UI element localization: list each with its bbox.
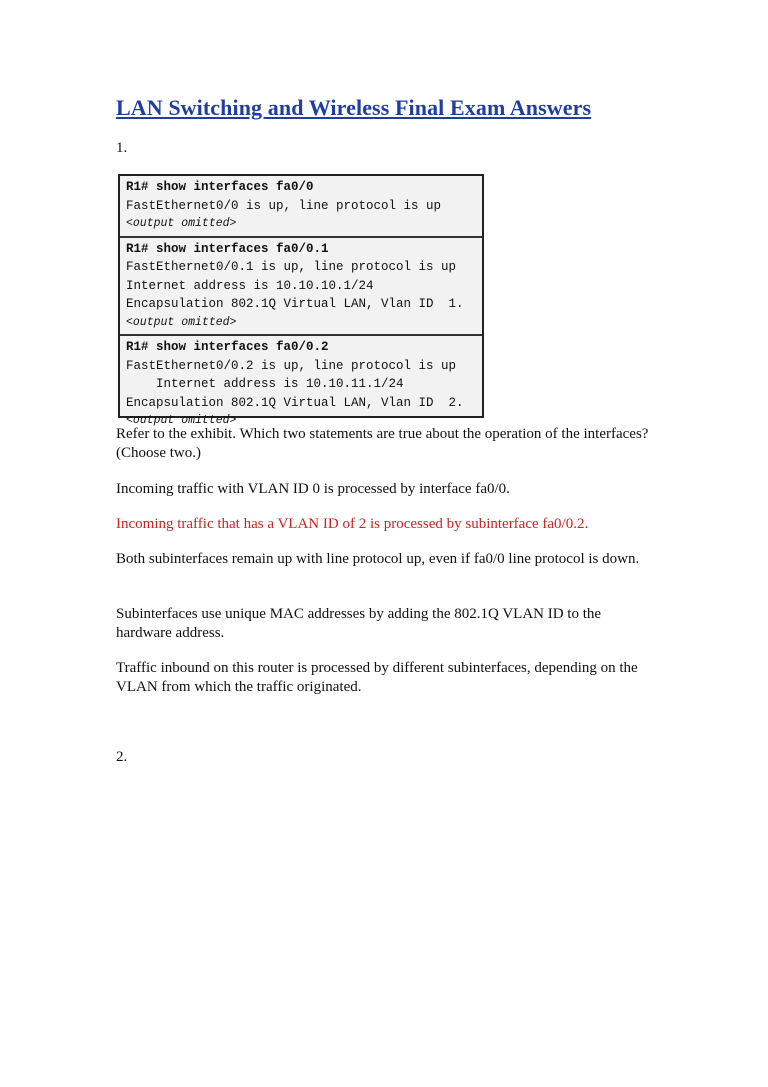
answer-option-4: Subinterfaces use unique MAC addresses by adding the 802.1Q VLAN ID to the hardware address. — [116, 606, 602, 641]
question-number-2: 2. — [116, 749, 128, 765]
answer-option-2-correct: Incoming traffic that has a VLAN ID of 2 is processed by subinterface fa0/0.2. — [116, 516, 589, 532]
exhibit-output-line: FastEthernet0/0.2 is up, line protocol is up — [126, 358, 457, 373]
page-title: LAN Switching and Wireless Final Exam Answers — [116, 95, 592, 120]
exhibit-command-line: R1# show interfaces fa0/0.1 — [126, 241, 329, 256]
exhibit-image — [118, 174, 484, 427]
exhibit-omitted-line: <output omitted> — [126, 217, 237, 230]
exhibit-block — [120, 176, 482, 238]
exhibit-block — [120, 336, 482, 433]
answer-option-1: Incoming traffic with VLAN ID 0 is processed by interface fa0/0. — [116, 481, 510, 497]
exhibit-omitted-line: <output omitted> — [126, 414, 237, 427]
exhibit-block — [120, 238, 482, 337]
exhibit-output-line: Internet address is 10.10.11.1/24 — [126, 377, 404, 391]
exhibit-output-line: FastEthernet0/0 is up, line protocol is up — [126, 198, 442, 213]
exhibit-output-line: Encapsulation 802.1Q Virtual LAN, Vlan ID 2. — [126, 395, 464, 410]
question-number-1: 1. — [116, 140, 128, 156]
exhibit-output-line: FastEthernet0/0.1 is up, line protocol is up — [126, 260, 457, 274]
exhibit-output-line: Internet address is 10.10.10.1/24 — [126, 278, 374, 293]
exhibit-command-line: R1# show interfaces fa0/0.2 — [126, 340, 329, 354]
exhibit-omitted-line: <output omitted> — [126, 315, 237, 329]
exhibit-output-line: Encapsulation 802.1Q Virtual LAN, Vlan ID 1. — [126, 297, 464, 311]
answer-option-5: Traffic inbound on this router is processed by different subinterfaces, depending on the VLAN from which the traffic originated. — [116, 660, 638, 695]
exhibit-command-line: R1# show interfaces fa0/0 — [126, 180, 314, 194]
question-prompt: Refer to the exhibit. Which two statements are true about the operation of the interfaces? (Choose two.) — [116, 426, 649, 461]
answer-option-3: Both subinterfaces remain up with line protocol up, even if fa0/0 line protocol is down. — [116, 551, 640, 567]
